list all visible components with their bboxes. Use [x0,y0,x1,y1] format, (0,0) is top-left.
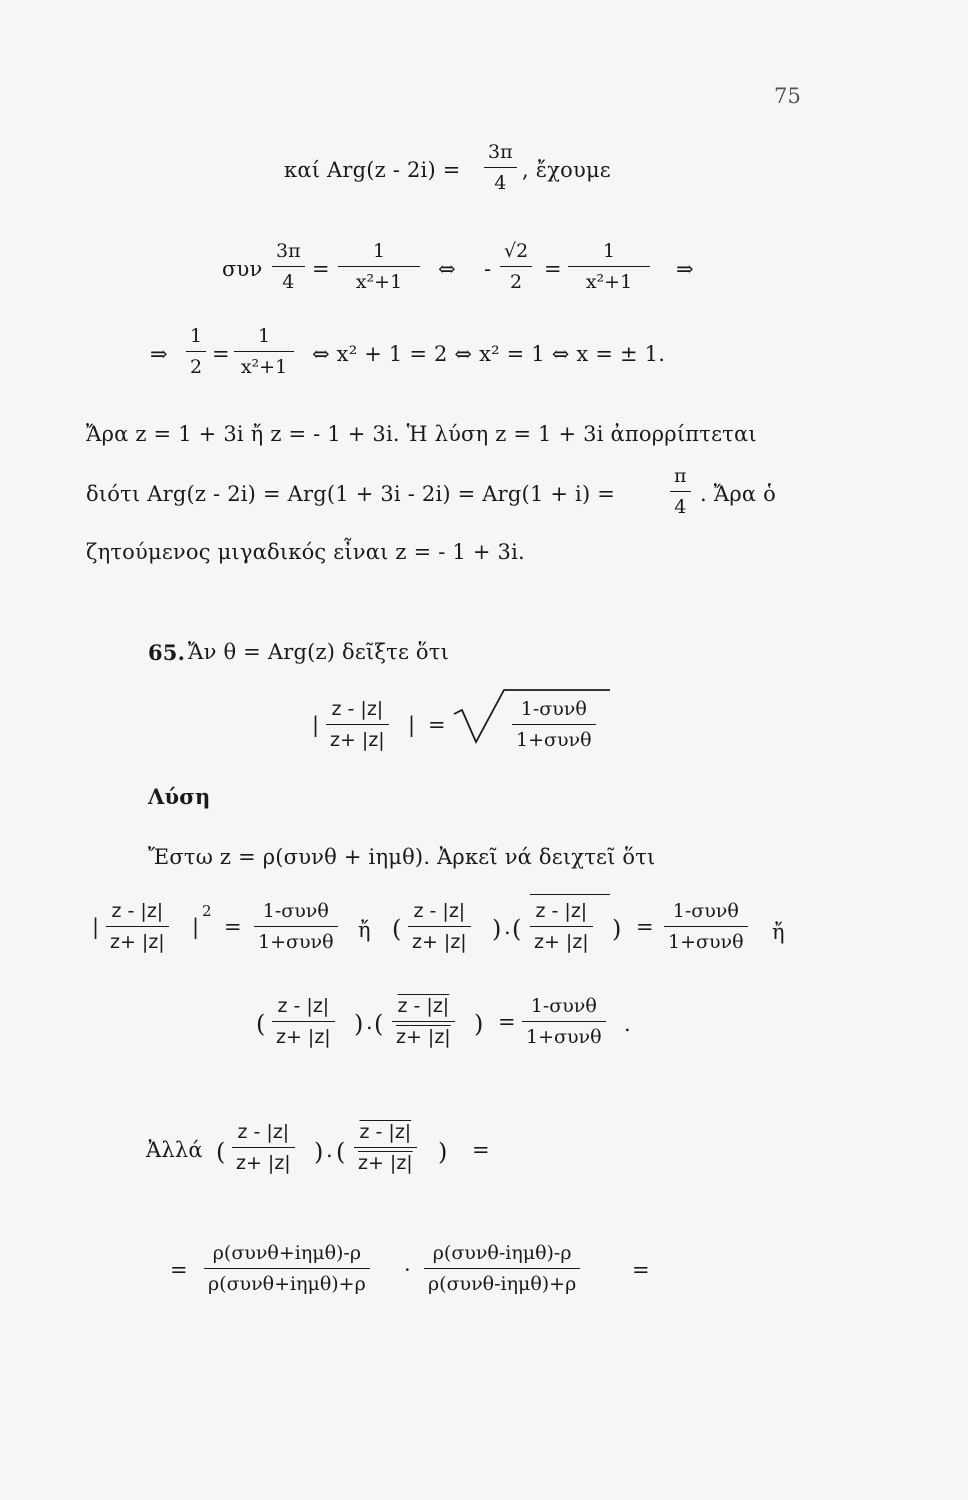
frac-den: z+ |z| [236,1152,291,1174]
frac-num: z - |z| [397,995,450,1017]
abs-bar-right: | [408,713,416,737]
line2-word: συν [222,257,263,281]
line2-eq1: = [312,257,330,281]
frac-den: x²+1 [240,356,288,378]
abs-bar-left: | [312,713,320,737]
line2-iff: ⇔ [438,257,456,281]
frac-num: 1-συνθ [262,900,329,922]
line1-suffix: , ἔχουμε [522,158,611,182]
frac-den: z+ |z| [534,931,589,953]
frac-den: 1+συνθ [668,931,744,953]
frac-num: 1 [372,240,386,262]
eqB-frac2-conjugate [392,997,455,1047]
eqB-paren-close2: ) [474,1010,484,1038]
frac-den: 4 [674,496,687,518]
frac-den: z+ |z| [110,931,165,953]
frac-den: 4 [494,172,507,194]
eqA-frac1 [106,902,169,952]
eqA-paren-close2: ) [612,915,622,943]
eqD-frac2 [424,1244,580,1294]
eqA-eq2: = [636,915,654,939]
frac-den: x²+1 [585,271,633,293]
frac-den: 1+συνθ [258,931,334,953]
frac-num: 1 [602,240,616,262]
problem-statement: Ἄν θ = Arg(z) δεῖξτε ὅτι [188,640,450,664]
line1-fraction [484,143,517,193]
para1-line-b-suffix: . Ἄρα ὁ [700,482,777,506]
eqA-power: 2 [202,902,212,920]
frac-den: ρ(συνθ-iημθ)+ρ [428,1273,577,1295]
frac-den: 2 [190,356,203,378]
frac-num: 1-συνθ [520,698,587,720]
eqC-paren-open1: ( [216,1138,226,1166]
solution-heading: Λύση [148,784,211,809]
frac-num: 1 [190,325,203,347]
line3-frac2 [234,327,294,377]
line1-prefix: καί Arg(z - 2i) = [284,158,461,182]
line2-minus: - [484,257,492,281]
frac-den: 1+συνθ [516,729,592,751]
eqD-eq2: = [632,1258,650,1282]
eqD-frac1 [204,1244,370,1294]
frac-num: z - |z| [111,900,164,922]
eqB-frac1 [272,997,335,1047]
frac-num: 3π [488,141,513,163]
problem-number: 65. [148,640,186,665]
eqA-eq1: = [224,915,242,939]
frac-den: 1+συνθ [526,1026,602,1048]
line3-frac1 [186,327,206,377]
eqC-eq: = [472,1138,490,1162]
frac-num: 1-συνθ [672,900,739,922]
frac-num: z - |z| [277,995,330,1017]
eqC-paren-close2: ) [438,1138,448,1166]
para1-line-c: ζητούμενος μιγαδικός εἶναι z = - 1 + 3i. [86,540,525,564]
eqA-or1: ἤ [358,918,371,942]
eqB-paren-open2: ( [374,1010,384,1038]
frac-den: z+ |z| [330,729,385,751]
eqA-abs-right: | [192,915,200,939]
frac-den: 2 [510,271,523,293]
frac-den: ρ(συνθ+iημθ)+ρ [208,1273,366,1295]
frac-num: z - |z| [535,900,588,922]
eqB-dot: . [366,1010,373,1034]
eqA-frac3 [408,902,471,952]
frac-num: ρ(συνθ-iημθ)-ρ [432,1242,572,1264]
eqD-eq1: = [170,1258,188,1282]
line3-eq: = [212,342,230,366]
eqA-paren-close1: ) [492,915,502,943]
eqA-paren-open2: ( [512,915,522,943]
frac-den: z+ |z| [276,1026,331,1048]
line3-implies: ⇒ [150,342,168,366]
line2-implies: ⇒ [676,257,694,281]
line3-rest: ⇔ x² + 1 = 2 ⇔ x² = 1 ⇔ x = ± 1. [312,342,666,366]
eqA-or2: ἤ [772,920,785,944]
frac-num: 1-συνθ [530,995,597,1017]
line2-frac2 [338,242,420,292]
frac-num: z - |z| [331,698,384,720]
line2-eq2: = [544,257,562,281]
frac-den: 4 [282,271,295,293]
page-number: 75 [774,84,802,108]
frac-num: z - |z| [359,1121,412,1143]
line2-frac1 [272,242,305,292]
line2-frac4 [568,242,650,292]
frac-den: z+ |z| [396,1026,451,1048]
frac-num: z - |z| [237,1121,290,1143]
eqD-dot: · [404,1258,411,1282]
eqA-frac5 [664,902,748,952]
conjugate-overline [530,894,610,895]
eqA-frac4 [530,902,593,952]
frac-num: ρ(συνθ+iημθ)-ρ [212,1242,362,1264]
eqB-eq: = [498,1010,516,1034]
eqC-word: Ἀλλά [146,1138,203,1162]
eqB-frac3 [522,997,606,1047]
eqC-paren-open2: ( [336,1138,346,1166]
frac-den: z+ |z| [358,1152,413,1174]
eqC-paren-close1: ) [314,1138,324,1166]
eqC-frac1 [232,1123,295,1173]
frac-num: z - |z| [413,900,466,922]
problem-rhs-fraction [512,700,596,750]
frac-num: 1 [257,325,271,347]
para1-line-b: διότι Arg(z - 2i) = Arg(1 + 3i - 2i) = Arg(1 + i) = [86,482,616,506]
eqA-dot: . [504,915,511,939]
eqC-frac2-conjugate [354,1123,417,1173]
eqA-paren-open1: ( [392,915,402,943]
eqB-paren-open1: ( [256,1010,266,1038]
frac-den: x²+1 [355,271,403,293]
eqA-abs-left: | [92,915,100,939]
frac-num: √2 [504,240,529,262]
para1-frac [670,467,691,517]
eqA-frac2 [254,902,338,952]
eqB-paren-close1: ) [354,1010,364,1038]
line2-frac3 [500,242,532,292]
problem-lhs-fraction [326,700,389,750]
eqB-end: . [624,1012,631,1036]
eqC-dot: . [326,1138,333,1162]
problem-eq: = [428,713,446,737]
frac-num: π [674,465,687,487]
solution-intro: Ἔστω z = ρ(συνθ + iημθ). Ἀρκεῖ νά δειχτεῖ ὅτι [148,845,656,869]
frac-num: 3π [276,240,301,262]
para1-line-a: Ἄρα z = 1 + 3i ἤ z = - 1 + 3i. Ἡ λύση z = 1 + 3i ἀπορρίπτεται [86,422,757,446]
frac-den: z+ |z| [412,931,467,953]
